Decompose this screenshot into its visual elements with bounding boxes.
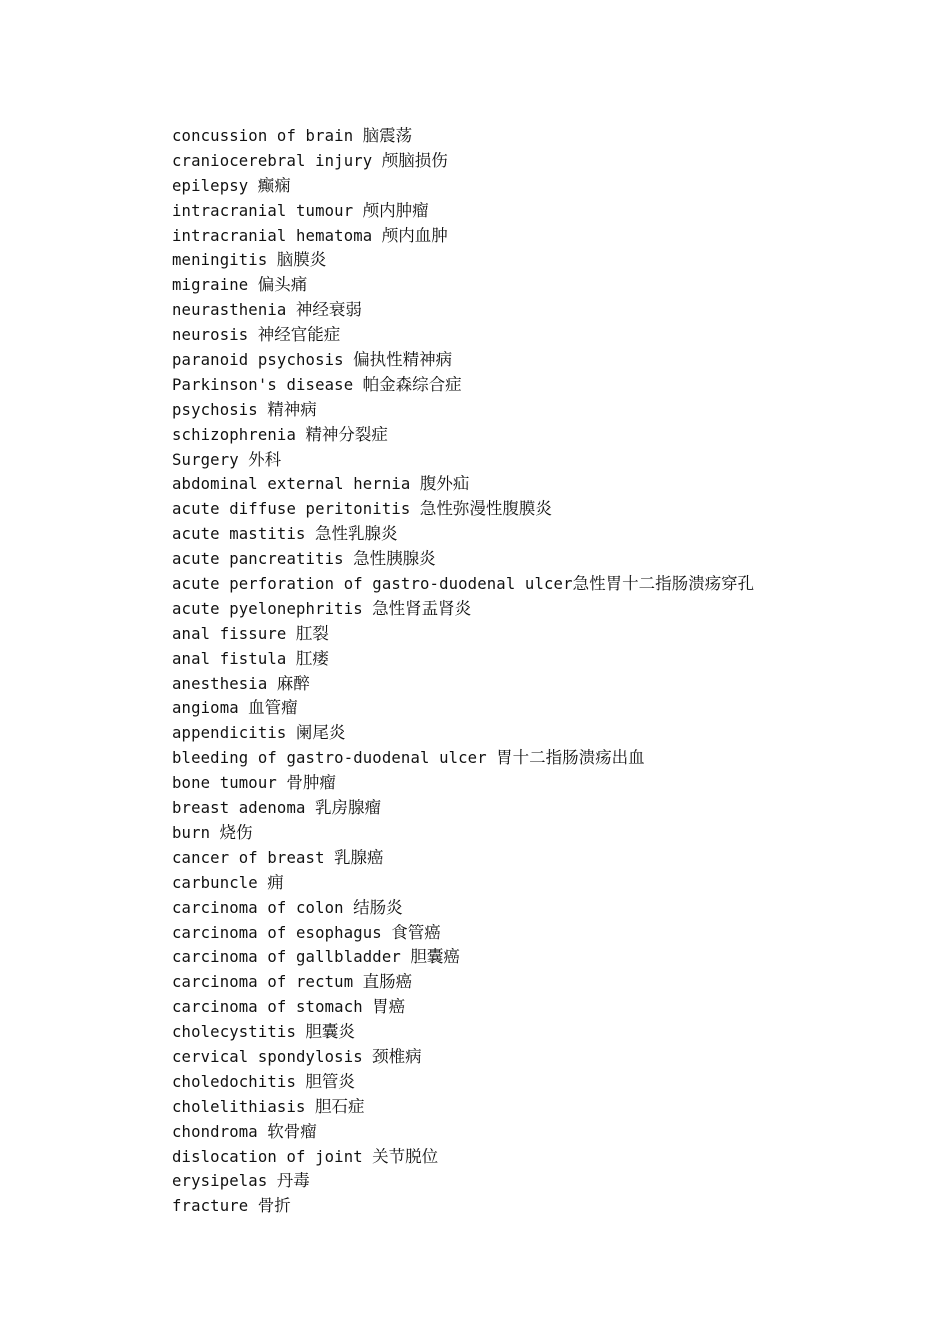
term-chinese: 血管瘤 [248, 698, 298, 718]
term-chinese: 脑震荡 [362, 126, 413, 145]
list-item [172, 921, 754, 946]
term-english: migraine [172, 276, 249, 295]
list-item [172, 273, 754, 298]
term-english: concussion of brain [172, 127, 354, 145]
term-chinese: 肛瘘 [295, 648, 329, 668]
term-english: acute mastitis [172, 525, 306, 544]
term-list [172, 124, 754, 1219]
term-chinese: 腹外疝 [419, 474, 470, 494]
term-separator [410, 475, 419, 493]
term-chinese: 帕金森综合症 [362, 374, 462, 394]
term-chinese: 胆管炎 [305, 1071, 355, 1091]
term-separator [267, 675, 276, 693]
term-separator [344, 550, 353, 568]
term-chinese: 食管癌 [391, 922, 441, 942]
term-separator [372, 227, 381, 245]
term-separator [286, 650, 295, 668]
term-chinese: 外科 [248, 449, 282, 469]
term-english: acute perforation of gastro-duodenal ulcer [172, 575, 573, 594]
list-item [172, 199, 754, 224]
list-item [172, 323, 754, 348]
term-chinese: 颅内肿瘤 [362, 200, 429, 220]
list-item [172, 1070, 754, 1095]
term-separator [382, 924, 391, 942]
term-english: Parkinson's disease [172, 375, 354, 394]
term-english: Surgery [172, 450, 239, 469]
term-chinese: 胆囊癌 [410, 947, 460, 967]
term-chinese: 脑膜炎 [276, 250, 327, 270]
list-item [172, 149, 754, 174]
list-item [172, 1169, 754, 1194]
term-separator [372, 152, 381, 170]
term-chinese: 精神分裂症 [305, 424, 388, 444]
list-item [172, 1145, 754, 1170]
term-chinese: 偏执性精神病 [353, 350, 453, 370]
list-item [172, 1095, 754, 1120]
term-chinese: 急性胃十二指肠溃疡穿孔 [572, 574, 755, 594]
list-item [172, 846, 754, 871]
term-separator [363, 998, 372, 1016]
list-item [172, 970, 754, 995]
term-separator [296, 426, 305, 444]
list-item [172, 1120, 754, 1145]
term-chinese: 骨肿瘤 [286, 773, 336, 793]
term-chinese: 阑尾炎 [295, 723, 346, 743]
list-item [172, 472, 754, 497]
term-chinese: 胃癌 [372, 997, 406, 1017]
term-chinese: 丹毒 [276, 1171, 310, 1191]
term-chinese: 麻醉 [276, 673, 310, 693]
term-separator [286, 625, 295, 643]
term-english: psychosis [172, 400, 258, 419]
term-chinese: 急性肾盂肾炎 [372, 598, 472, 618]
term-english: intracranial tumour [172, 201, 354, 220]
term-chinese: 颅内血肿 [381, 225, 448, 245]
term-english: acute pyelonephritis [172, 599, 363, 618]
term-chinese: 急性胰腺炎 [353, 549, 436, 569]
list-item [172, 348, 754, 373]
term-english: craniocerebral injury [172, 151, 373, 170]
term-english: anal fissure [172, 624, 287, 643]
list-item [172, 522, 754, 547]
list-item [172, 647, 754, 672]
term-english: epilepsy [172, 176, 249, 195]
list-item [172, 945, 754, 970]
term-english: fracture [172, 1197, 249, 1216]
term-english: bone tumour [172, 774, 277, 793]
term-separator [363, 1048, 372, 1066]
term-separator [248, 1197, 257, 1215]
term-chinese: 关节脱位 [372, 1146, 439, 1166]
list-item [172, 871, 754, 896]
list-item [172, 547, 754, 572]
list-item [172, 1020, 754, 1045]
list-item [172, 572, 754, 597]
list-item [172, 896, 754, 921]
list-item [172, 771, 754, 796]
term-separator [363, 1148, 372, 1166]
list-item [172, 248, 754, 273]
list-item [172, 995, 754, 1020]
term-separator [306, 799, 315, 817]
list-item [172, 398, 754, 423]
term-separator [353, 127, 362, 145]
term-chinese: 急性弥漫性腹膜炎 [419, 499, 552, 519]
list-item [172, 497, 754, 522]
term-english: acute pancreatitis [172, 550, 344, 569]
term-english: dislocation of joint [172, 1147, 363, 1166]
term-chinese: 颈椎病 [372, 1046, 422, 1066]
term-chinese: 急性乳腺炎 [314, 524, 398, 544]
list-item [172, 796, 754, 821]
term-english: intracranial hematoma [172, 226, 373, 245]
term-chinese: 直肠癌 [362, 972, 413, 992]
term-english: neurasthenia [172, 301, 287, 320]
term-english: acute diffuse peritonitis [172, 500, 411, 519]
term-english: carcinoma of gallbladder [172, 948, 401, 967]
term-separator [286, 724, 295, 742]
list-item [172, 174, 754, 199]
term-english: carbuncle [172, 873, 258, 892]
term-separator [344, 351, 353, 369]
term-english: burn [172, 823, 211, 842]
list-item [172, 696, 754, 721]
term-separator [277, 774, 286, 792]
term-english: erysipelas [172, 1172, 268, 1191]
term-english: cholecystitis [172, 1023, 296, 1042]
term-separator [248, 326, 257, 344]
term-chinese: 肛裂 [295, 623, 329, 643]
term-english: appendicitis [172, 724, 287, 743]
term-chinese: 神经官能症 [257, 325, 341, 345]
list-item [172, 672, 754, 697]
list-item [172, 124, 754, 149]
term-chinese: 颅脑损伤 [381, 150, 448, 170]
term-separator [344, 899, 353, 917]
term-chinese: 精神病 [267, 399, 317, 419]
term-separator [239, 451, 248, 469]
term-chinese: 结肠炎 [353, 897, 403, 917]
term-chinese: 乳腺癌 [334, 847, 384, 867]
term-chinese: 痈 [267, 872, 284, 892]
term-chinese: 偏头痛 [257, 275, 308, 295]
term-english: choledochitis [172, 1072, 296, 1091]
term-separator [296, 1073, 305, 1091]
term-english: paranoid psychosis [172, 351, 344, 370]
term-separator [363, 600, 372, 618]
term-separator [286, 301, 295, 319]
term-chinese: 神经衰弱 [295, 300, 362, 320]
list-item [172, 298, 754, 323]
term-separator [306, 1098, 315, 1116]
list-item [172, 373, 754, 398]
term-english: breast adenoma [172, 799, 306, 818]
term-separator [353, 973, 362, 991]
term-separator [325, 849, 334, 867]
term-english: cervical spondylosis [172, 1047, 363, 1066]
term-english: carcinoma of colon [172, 898, 344, 917]
term-english: anesthesia [172, 674, 268, 693]
term-chinese: 烧伤 [219, 822, 253, 842]
term-separator [306, 525, 315, 543]
term-english: bleeding of gastro-duodenal ulcer [172, 749, 487, 768]
term-separator [353, 376, 362, 394]
term-separator [258, 401, 267, 419]
term-separator [267, 1172, 276, 1190]
term-chinese: 胆囊炎 [305, 1022, 355, 1042]
term-english: neurosis [172, 326, 249, 345]
term-separator [267, 251, 276, 269]
term-english: meningitis [172, 251, 268, 270]
list-item [172, 622, 754, 647]
term-english: carcinoma of rectum [172, 973, 354, 992]
list-item [172, 821, 754, 846]
term-english: angioma [172, 699, 239, 718]
term-english: abdominal external hernia [172, 475, 411, 494]
term-separator [353, 202, 362, 220]
term-english: anal fistula [172, 649, 287, 668]
term-english: carcinoma of esophagus [172, 923, 382, 942]
term-chinese: 癫痫 [257, 175, 291, 195]
term-chinese: 胃十二指肠溃疡出血 [496, 748, 645, 768]
term-separator [410, 500, 419, 518]
term-chinese: 骨折 [257, 1196, 291, 1216]
term-chinese: 胆石症 [314, 1096, 365, 1116]
term-english: carcinoma of stomach [172, 998, 363, 1017]
list-item [172, 597, 754, 622]
term-chinese: 软骨瘤 [267, 1121, 317, 1141]
list-item [172, 224, 754, 249]
term-separator [248, 276, 257, 294]
term-separator [258, 874, 267, 892]
term-chinese: 乳房腺瘤 [314, 798, 381, 818]
term-separator [296, 1023, 305, 1041]
list-item [172, 721, 754, 746]
list-item [172, 448, 754, 473]
list-item [172, 746, 754, 771]
term-english: chondroma [172, 1122, 258, 1141]
list-item [172, 1045, 754, 1070]
term-english: cancer of breast [172, 848, 325, 867]
term-separator [401, 948, 410, 966]
list-item [172, 1194, 754, 1219]
term-english: cholelithiasis [172, 1097, 306, 1116]
list-item [172, 423, 754, 448]
term-english: schizophrenia [172, 425, 296, 444]
term-separator [258, 1123, 267, 1141]
term-separator [239, 699, 248, 717]
term-separator [487, 749, 496, 767]
term-separator [248, 177, 257, 195]
term-separator [210, 824, 219, 842]
